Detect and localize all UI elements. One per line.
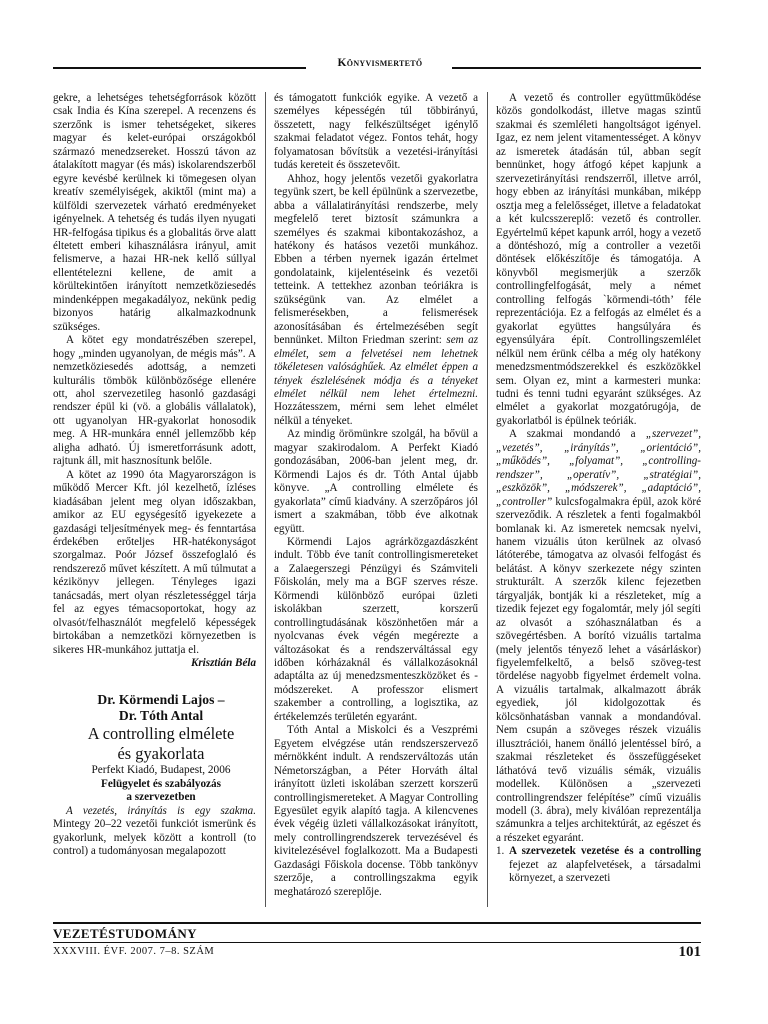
keywords-italic: „szervezet”, „vezetés”, „irányítás”, „orientáció”, „működés”, „folyamat”, „controlling-rendszer”, „operatív”, „stratégiai”, „eszközök”, „módszerek”, „adaptáció”, „controller”: [496, 428, 701, 508]
page-number: 101: [678, 944, 701, 960]
section-title-line1: Felügyelet és szabályozás: [101, 777, 221, 790]
list-item: [496, 845, 701, 885]
paragraph: A vezető és controller együttműködése közös gondolkodást, illetve magas szintű szakmai és szemléleti hangoltságot igényel. Igaz, ez nem jelent vitamentességet. A könyv az ismeretek átadásán túl, abban segít bennünket, hogy átfogó képet kapjunk a szervezetirányítási rendszerről, illetve arról, hogy ebben az irányítási munkában, miképp osztja meg a felelősséget, illetve a feladatokat a két kulcsszereplő: vezető és controller. Egyértelmű képet kapunk arról, hogy a vezető a döntéshozó, míg a controller a vezetői döntések előkészítője és támogatója. A könyvből megismerjük a szerzők controllingfelfogását, mely a német controlling felfogás `körmendi-tóth’ féle reprezentációja. Ez a felfogás az elmélet és a gyakorlat együttes hangsúlyára és egyensúlyára épít. Controllingszemlélet nélkül nem érünk célba a még oly hatékony menedzsmentmódszerekkel és eszközökkel sem. Olyan ez, mint a karmesteri munka: tudni és tenni tudni egyaránt szükséges. Az elmélet a gyakorlat mozgatórugója, de gyakorlatból is épülnek teóriák.: [496, 92, 701, 427]
journal-name: VEZETÉSTUDOMÁNY: [53, 926, 197, 941]
lead-italic: A vezetés, irányítás is egy szakma.: [66, 804, 256, 817]
header-rule-right: [452, 67, 701, 69]
column-2: [274, 92, 478, 912]
text-run: A szakmai mondandó a: [509, 428, 646, 441]
paragraph: Tóth Antal a Miskolci és a Veszprémi Egyetem elvégzése után rendszerszervező mérnökként indult. A rendszerváltozás után Németországban, a Péter Horváth által irányított üzleti iskolában szerzett korszerű controllingismereteket. A Magyar Controlling Egyesület egyik alapító tagja. A kilencvenes évek végéig üzleti vállalkozásokat irányított, mely controllingrendszerek tervezésével és kivitelezésével foglalkozott. Ma a Budapesti Gazdasági Főiskola docense. Több tankönyv szerzője, a controllingszakma egyik meghatározó szereplője.: [274, 724, 478, 898]
column-divider: [487, 92, 488, 907]
paragraph: A kötet az 1990 óta Magyarországon is működő Mercer Kft. jól kezelhető, ízléses kiadásában jelent meg olyan időszakban, amikor az EU egységesítő igyekezete a gazdasági teljesítmények meg- és fenntartása érdekében erőteljes HR-hatékonyságot szorgalmaz. Poór József összefoglaló és rendszerező művet készített. A mű túlmutat a kézikönyv jellegen. Tényleges igazi tanácsadás, mert olyan részletességgel tárja fel az egyes témacsoportokat, hogy az olvasót/felhasználót megfelelő képességek birtokában a nemzetközi környezetben is sikeres HR-munkához juttatja el.: [53, 468, 256, 656]
text-run: kulcsfogalmakra épül, azok köré szerveződik. A részletek a fenti fogalmakból bomlanak ki. Az ismeretek nemcsak nyelvi, hanem vizuális úton kerülnek az olvasó látóterébe, támogatva az olvasói felfogást és belátást. A könyv szerkezete négy szinten strukturált. A szerzők kilenc fejezetben tárgyalják, bontják ki a részleteket, míg a tizedik fejezet egy fogalomtár, mely jól segíti az olvasót a szóhasználatban és a szövegértésben. A borító vizuális tartalma (mely jelentős tényező lehet a vásárláskor) figyelemfelkeltő, a belső szöveg-test tördelése nagyobb figyelmet érdemelt volna. A vizuális tartalmak, alkalmazott ábrák egyediek, jól kidolgozottak és kölcsönhatásban vannak a mondandóval. Nem csupán a szöveges részek vizuális illusztrációi, hanem önálló jelentéssel bíró, a szakmai részleteket és összefüggéseket láthatóvá tevő vizuális sémák, vizuális modellek. Különösen a „szervezeti controllingrendszer felépítése” című vizuális modell (3. ábra), mely kiválóan reprezentálja számunkra a teljes architektúrát, az egészet és a részeket egyaránt.: [496, 495, 701, 844]
paragraph: és támogatott funkciók egyike. A vezető a személyes képességén túl többirányú, összetett, nagy felkészültséget igénylő szakmai feladatot végez. Fontos tehát, hogy folyamatosan bővítsük a vezetési-irányítási tudás kereteit és összetevőit.: [274, 92, 478, 172]
book-authors-line2: Dr. Tóth Antal: [118, 708, 204, 724]
paragraph: [496, 428, 701, 845]
quote-italic: sem az elmélet, sem a felvetései nem lehetnek tökéletesen valósághűek. Az elmélet éppen a tények észlelésének módja és a tényeket elmélet nélkül nem lehet értelmezni.: [274, 334, 478, 400]
footer-rule: [53, 922, 701, 924]
column-3: [496, 92, 701, 912]
paragraph: Az mindig örömünkre szolgál, ha bővül a magyar szakirodalom. A Perfekt Kiadó gondozásában, 2006-ban jelent meg, dr. Körmendi Lajos és dr. Tóth Antal újabb könyve. „A controlling elmélete és gyakorlata” című kiadvány. A szerzőpáros jól ismert a szakmában, több éve alkotnak együtt.: [274, 428, 478, 535]
paragraph: A kötet egy mondatrészében szerepel, hogy „minden ugyanolyan, de mégis más”. A nemzetköziesedés adottság, a nemzeti kulturális tömbök különbözősége ellenére ott, ahol szervezetileg hasonló gazdasági rendszer épül ki (vö. a globális vállalatok), ott ugyanolyan HR-gyakorlat honosodik meg. A HR-munkára ennél jellemzőbb kép aligha adható. Új ismeretforrásunk adott, rajtunk áll, mit hasznosítunk belőle.: [53, 334, 256, 468]
paragraph: [53, 805, 256, 859]
list-text: fejezet az alapfelvetések, a társadalmi környezet, a szervezeti: [509, 858, 701, 885]
book-title-line1: A controlling elmélete: [87, 724, 235, 744]
paragraph: Körmendi Lajos agrárközgazdászként indult. Több éve tanít controllingismereteket a Zalaegerszegi Pénzügyi és Számviteli Főiskolán, mely ma a BGF szerves része. Körmendi különböző európai üzleti iskolákban szerzett, korszerű controllingtudásának köszönhetően már a nyolcvanas évek végén megérezte a változásokat és a rendszerváltással egy időben kórházaknál és vállalkozásoknál adaptálta az új menedzsmenteszközöket és -módszereket. A professzor elismert szakember a controlling, a logisztika, az értékelemzés területén egyaránt.: [274, 535, 478, 723]
running-header: Könyvismertető: [337, 57, 423, 69]
book-title-line2: és gyakorlata: [117, 744, 205, 764]
text-run: Ahhoz, hogy jelentős vezetői gyakorlatra tegyünk szert, be kell épülnünk a szervezetbe, abba a vállalatirányítási rendszerbe, mely megfelelő teret biztosít számunkra a személyes és szakmai kibontakozáshoz, a hatékony és hatásos vezetői munkához. Ebben a térben nyernek igazán értelmet gondolataink, kijelentéseink és vezetői tetteink. A tettekhez azonban teóriákra is szükségünk van. Az elmélet a felismerésekben, a felismerések azonosításában és értelmezésében segít bennünket. Milton Friedman szerint:: [274, 172, 478, 347]
column-divider: [265, 92, 266, 907]
paragraph: gekre, a lehetséges tehetségforrások között csak India és Kína szerepel. A recenzens és szerzőnk is ismer tehetségeket, sikeres magyar és kelet-európai országokból származó menedzsereket. Hosszú távon az átalakított magyar (és más) iskolarendszerből egyre kevésbé kerülnek ki tömegesen olyan kreatív személyiségek, akiktől (mint ma) a külföldi szervezetek várható eredményeket igényelnek. A tehetség és tudás ilyen nyugati HR-felfogása tipikus és a globalitás örve alatt éltetett emberi kihasználásra irányul, amit felismerve, a hazai HR-nek kellő súllyal ellentételezni kellene, de amit a körültekintően irányított nemzetköziesedés mindenképpen megakadályoz, nekünk pedig bizonyos határig alkalmazkodnunk szükséges.: [53, 92, 256, 333]
list-body: [509, 845, 701, 885]
list-number: 1.: [496, 845, 505, 858]
book-authors-line1: Dr. Körmendi Lajos –: [97, 692, 225, 708]
lead-text: Mintegy 20–22 vezetői funkciót ismerünk és gyakorlunk, melyek között a kontroll (to control) a tudományosan megalapozott: [53, 818, 256, 858]
book-info: [53, 692, 256, 804]
column-1: [53, 92, 256, 912]
review-signature: Krisztián Béla: [190, 657, 256, 670]
header-rule-left: [53, 67, 306, 69]
paragraph: [274, 173, 478, 429]
list-bold: A szervezetek vezetése és a controlling: [509, 845, 701, 858]
issue-info: XXXVIII. ÉVF. 2007. 7–8. SZÁM: [53, 946, 215, 957]
book-publisher: Perfekt Kiadó, Budapest, 2006: [91, 764, 231, 777]
footer-rule-thin: [53, 942, 701, 943]
text-run: Hozzátesszem, mérni sem lehet elmélet nélkül a tényeket.: [274, 401, 478, 427]
section-title-line2: a szervezetben: [126, 791, 196, 804]
